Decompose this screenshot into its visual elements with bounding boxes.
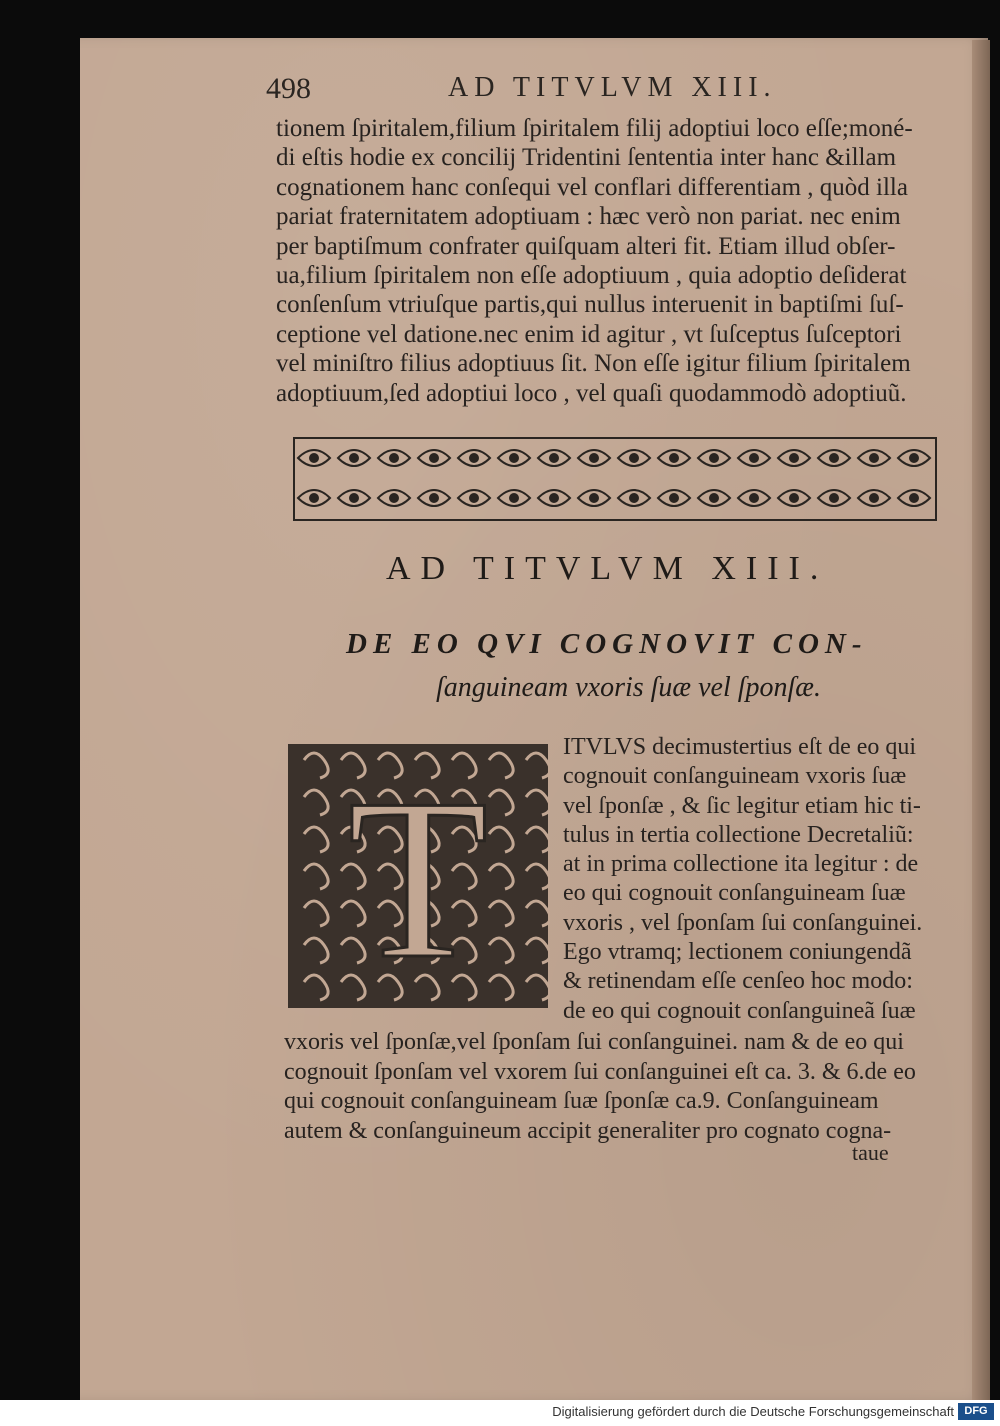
text-line: tionem ſpiritalem,filium ſpiritalem filij adoptiui loco eſſe;moné-: [276, 115, 913, 142]
text-line: Ego vtramq; lectionem coniungendã: [563, 939, 912, 966]
text-line: cognouit conſanguineam vxoris ſuæ: [563, 763, 907, 790]
running-title: AD TITVLVM XIII.: [448, 72, 777, 103]
text-line: cognouit ſponſam vel vxorem ſui conſanguinei eſt ca. 3. & 6.de eo: [284, 1058, 916, 1085]
chapter-paragraph-continued: [284, 1028, 974, 1146]
text-line: & retinendam eſſe cenſeo hoc modo:: [563, 968, 913, 995]
dfg-logo: DFG: [958, 1403, 994, 1420]
text-line: vxoris , vel ſponſam ſui conſanguinei.: [563, 909, 923, 936]
text-line: conſenſum vtriuſque partis,qui nullus interuenit in baptiſmi ſuſ-: [276, 291, 904, 319]
chapter-paragraph: [563, 733, 973, 1026]
page-edge: [972, 40, 990, 1400]
body-paragraph: [276, 114, 962, 408]
text-line: eo qui cognouit conſanguineam ſuæ: [563, 880, 906, 907]
decorated-initial: [286, 742, 550, 1010]
initial-letter: T: [347, 751, 489, 1006]
text-line: di eſtis hodie ex concilij Tridentini ſententia inter hanc &illam: [276, 144, 897, 172]
running-head: [266, 72, 826, 112]
text-line: ua,filium ſpiritalem non eſſe adoptiuum , quia adoptio deſiderat: [276, 262, 907, 290]
text-line: adoptiuum,ſed adoptiui loco , vel quaſi quodammodò adoptiuũ.: [276, 379, 907, 407]
text-line: vxoris vel ſponſæ,vel ſponſam ſui conſanguinei. nam & de eo qui: [284, 1029, 904, 1055]
section-subtitle-continued: ſanguineam vxoris ſuæ vel ſponſæ.: [436, 672, 821, 703]
text-line: vel ſponſæ , & ſic legitur etiam hic ti-: [563, 792, 921, 819]
section-title: AD TITVLVM XIII.: [386, 550, 829, 587]
text-line: autem & conſanguineum accipit generaliter pro cognato cogna-: [284, 1117, 892, 1144]
section-subtitle: DE EO QVI COGNOVIT CON-: [346, 628, 868, 660]
text-line: vel miniſtro filius adoptiuus ſit. Non eſſe igitur filium ſpiritalem: [276, 350, 911, 378]
page-number: 498: [266, 72, 311, 105]
funding-notice: Digitalisierung gefördert durch die Deutsche Forschungsgemeinschaft: [552, 1404, 954, 1419]
text-line: ITVLVS decimustertius eſt de eo qui: [563, 734, 917, 760]
text-line: at in prima collectione ita legitur : de: [563, 851, 919, 878]
text-line: cognationem hanc conſequi vel conflari differentiam , quòd illa: [276, 173, 908, 201]
text-line: qui cognouit conſanguineam ſuæ ſponſæ ca.9. Conſanguineam: [284, 1088, 879, 1115]
catchword: taue: [852, 1140, 889, 1165]
text-line: tulus in tertia collectione Decretaliũ:: [563, 821, 914, 848]
text-line: ceptione vel datione.nec enim id agitur , vt ſuſceptus ſuſceptori: [276, 320, 902, 348]
text-line: per baptiſmum confrater quiſquam alteri fit. Etiam illud obſer-: [276, 232, 896, 260]
ornamental-band: [292, 436, 938, 522]
text-line: pariat fraternitatem adoptiuam : hæc verò non pariat. nec enim: [276, 203, 901, 231]
text-line: de eo qui cognouit conſanguineã ſuæ: [563, 997, 916, 1024]
